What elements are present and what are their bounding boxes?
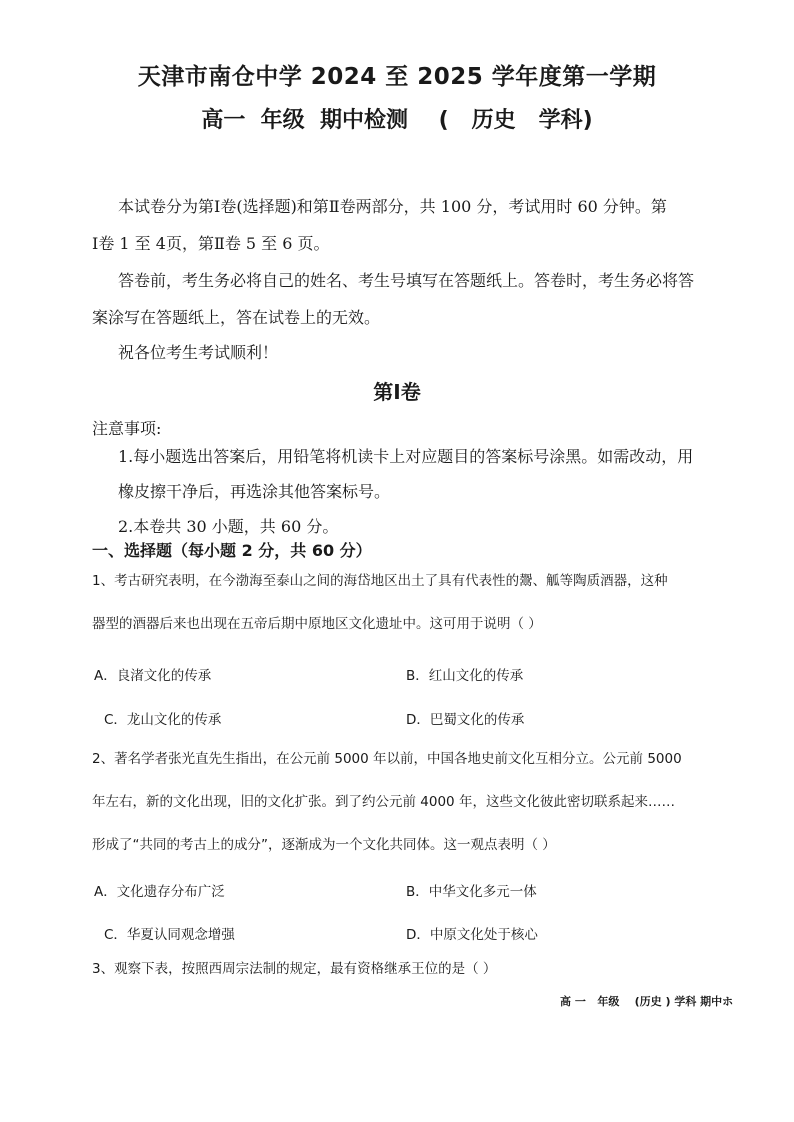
notes-list — [92, 439, 752, 544]
question-line: 器型的酒器后来也出现在五帝后期中原地区文化遗址中。这可用于说明（ ） — [92, 616, 542, 632]
note-item: 2.本卷共 30 小题，共 60 分。 — [118, 517, 339, 536]
intro-line: Ⅰ卷 1 至 4页，第Ⅱ卷 5 至 6 页。 — [92, 234, 330, 253]
option-a: A．良渚文化的传承 — [94, 668, 212, 684]
page-footer: 高 一 年级 (历史 ) 学科 期中ホ — [560, 995, 734, 1008]
note-item: 1.每小题选出答案后，用铅笔将机读卡上对应题目的答案标号涂黑。如需改动，用 — [118, 447, 694, 466]
question-line: 形成了“共同的考古上的成分”，逐渐成为一个文化共同体。这一观点表明（ ） — [92, 837, 556, 853]
exam-subtitle: 高一 年级 期中检测 ( 历史 学科) — [201, 108, 593, 133]
question-3 — [92, 948, 752, 991]
intro-line: 案涂写在答题纸上，答在试卷上的无效。 — [92, 308, 381, 327]
exam-title: 天津市南仓中学 2024 至 2025 学年度第一学期 — [137, 64, 657, 90]
question-line: 1、考古研究表明，在今渤海至泰山之间的海岱地区出土了具有代表性的鬶、觚等陶质酒器，这种 — [92, 573, 668, 589]
option-c: C．华夏认同观念增强 — [104, 927, 235, 943]
question-line: 3、观察下表，按照西周宗法制的规定，最有资格继承王位的是（ ） — [92, 961, 497, 977]
section-title: 一、选择题（每小题 2 分，共 60 分） — [92, 541, 372, 560]
option-d: D．中原文化处于核心 — [406, 927, 538, 943]
intro-line: 答卷前，考生务必将自己的姓名、考生号填写在答题纸上。答卷时，考生务必将答 — [118, 271, 695, 290]
option-d: D．巴蜀文化的传承 — [406, 712, 525, 728]
option-a: A．文化遗存分布广泛 — [94, 884, 225, 900]
note-item-continued: 橡皮擦干净后，再选涂其他答案标号。 — [118, 482, 391, 501]
question-line: 年左右，新的文化出现，旧的文化扩张。到了约公元前 4000 年，这些文化彼此密切联系起来…… — [92, 794, 675, 810]
notes-title: 注意事项: — [92, 419, 162, 438]
question-2 — [92, 738, 752, 867]
intro-line: 本试卷分为第Ⅰ卷(选择题)和第Ⅱ卷两部分，共 100 分，考试用时 60 分钟。第 — [118, 197, 667, 216]
question-line: 2、著名学者张光直先生指出，在公元前 5000 年以前，中国各地史前文化互相分立。公元前 5000 — [92, 751, 682, 767]
good-luck-message: 祝各位考生考试顺利！ — [118, 343, 279, 362]
option-c: C．龙山文化的传承 — [104, 712, 222, 728]
option-b: B．红山文化的传承 — [406, 668, 524, 684]
question-1 — [92, 560, 752, 646]
option-b: B．中华文化多元一体 — [406, 884, 537, 900]
volume-title: 第Ⅰ卷 — [373, 380, 421, 404]
intro-paragraph — [92, 188, 752, 336]
